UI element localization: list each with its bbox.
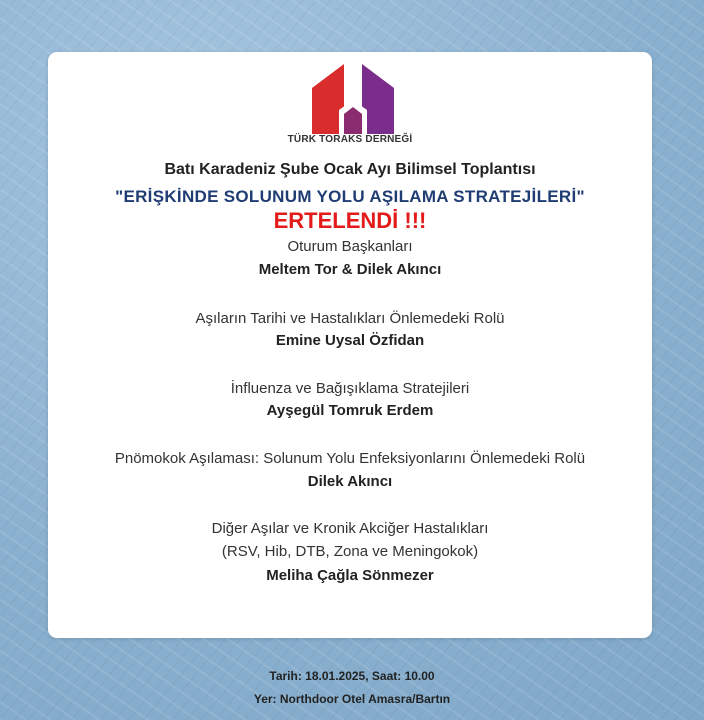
organization-name: TÜRK TORAKS DERNEĞİ	[287, 134, 413, 145]
chairs-label: Oturum Başkanları	[287, 238, 413, 255]
talk-title: İnfluenza ve Bağışıklama Stratejileri	[230, 380, 470, 397]
talk-title: Diğer Aşılar ve Kronik Akciğer Hastalıkları	[211, 520, 489, 537]
talk-speaker: Emine Uysal Özfidan	[275, 332, 425, 349]
date-time-line: Tarih: 18.01.2025, Saat: 10.00	[269, 669, 435, 683]
talk-subtitle: (RSV, Hib, DTB, Zona ve Meningokok)	[221, 543, 479, 560]
chairs-names: Meltem Tor & Dilek Akıncı	[258, 261, 442, 278]
meeting-title: Batı Karadeniz Şube Ocak Ayı Bilimsel Toplantısı	[164, 161, 536, 178]
talk-speaker: Dilek Akıncı	[307, 473, 393, 490]
announcement-card	[48, 52, 652, 638]
talk-speaker: Ayşegül Tomruk Erdem	[266, 402, 434, 419]
talk-title: Aşıların Tarihi ve Hastalıkları Önlemedeki Rolü	[195, 310, 505, 327]
lungs-house-logo-icon	[306, 62, 400, 140]
venue-line: Yer: Northdoor Otel Amasra/Bartın	[253, 692, 451, 706]
theme-title: "ERİŞKİNDE SOLUNUM YOLU AŞILAMA STRATEJİLERİ"	[115, 187, 585, 206]
talk-speaker: Meliha Çağla Sönmezer	[266, 567, 434, 584]
talk-title: Pnömokok Aşılaması: Solunum Yolu Enfeksiyonlarını Önlemedeki Rolü	[114, 450, 586, 467]
postponed-notice: ERTELENDİ !!!	[273, 208, 427, 233]
